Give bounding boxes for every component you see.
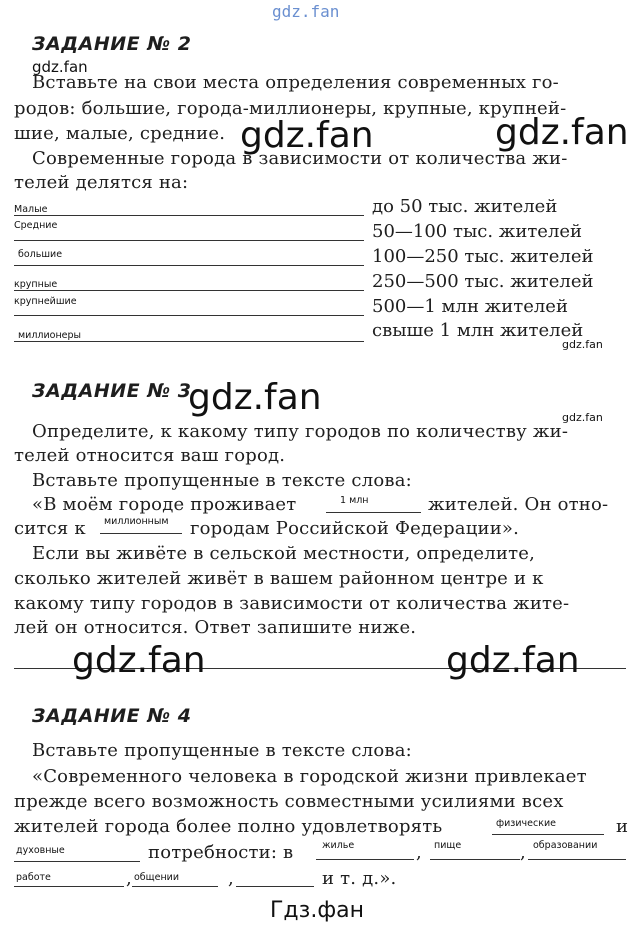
task3-tail-2: сколько жителей живёт в вашем районном центре и к bbox=[14, 568, 544, 589]
task4-answer-6: работе bbox=[16, 872, 51, 883]
task3-line-3: Вставьте пропущенные в тексте слова: bbox=[32, 470, 412, 491]
task4-comma: , bbox=[228, 868, 234, 889]
answer-line bbox=[14, 861, 140, 862]
task4-needs: потребности: в bbox=[148, 842, 294, 863]
task4-and: и bbox=[616, 816, 629, 837]
task3-title: ЗАДАНИЕ № 3 bbox=[32, 380, 192, 402]
task3-q1-answer: 1 млн bbox=[340, 495, 369, 506]
answer-line bbox=[14, 315, 364, 316]
range-label: до 50 тыс. жителей bbox=[372, 196, 558, 217]
task3-q2-before: сится к bbox=[14, 518, 86, 539]
task2-instruction-3: шие, малые, средние. bbox=[14, 123, 226, 144]
answer-line bbox=[14, 886, 124, 887]
task4-answer-3: жилье bbox=[322, 840, 355, 851]
answer-line bbox=[528, 859, 626, 860]
task3-q1-after: жителей. Он отно- bbox=[428, 494, 609, 515]
answer-line bbox=[132, 886, 218, 887]
task4-answer-4: пище bbox=[434, 840, 462, 851]
watermark-top: gdz.fan bbox=[272, 2, 340, 21]
task2-title: ЗАДАНИЕ № 2 bbox=[32, 33, 192, 55]
task4-comma: , bbox=[520, 842, 526, 863]
answer-small: Малые bbox=[14, 204, 48, 215]
answer-line bbox=[316, 859, 414, 860]
task3-q1-before: «В моём городе проживает bbox=[32, 494, 297, 515]
task4-answer-2: духовные bbox=[16, 845, 65, 856]
task4-title: ЗАДАНИЕ № 4 bbox=[32, 705, 192, 727]
watermark-big: gdz.fan bbox=[495, 112, 629, 153]
watermark-small: gdz.fan bbox=[562, 411, 603, 424]
task2-instruction-2: родов: большие, города-миллионеры, крупные, крупней- bbox=[14, 98, 567, 119]
answer-large: большие bbox=[18, 249, 63, 260]
range-label: 50—100 тыс. жителей bbox=[372, 221, 583, 242]
watermark-small: gdz.fan bbox=[32, 58, 88, 76]
task4-etc: и т. д.». bbox=[322, 868, 397, 889]
watermark-big: gdz.fan bbox=[240, 115, 374, 156]
answer-millionaires: миллионеры bbox=[18, 330, 82, 341]
task4-line-3: жителей города более полно удовлетворять bbox=[14, 816, 443, 837]
range-label: свыше 1 млн жителей bbox=[372, 320, 584, 341]
task2-intro-1: Современные города в зависимости от количества жи- bbox=[32, 148, 568, 169]
task3-line-2: телей относится ваш город. bbox=[14, 445, 286, 466]
answer-line bbox=[14, 240, 364, 241]
range-label: 100—250 тыс. жителей bbox=[372, 246, 594, 267]
task3-tail-4: лей он относится. Ответ запишите ниже. bbox=[14, 617, 417, 638]
task3-line-1: Определите, к какому типу городов по количеству жи- bbox=[32, 421, 569, 442]
answer-line bbox=[326, 512, 421, 513]
watermark-big: gdz.fan bbox=[72, 640, 206, 681]
answer-line bbox=[236, 886, 314, 887]
watermark-big: gdz.fan bbox=[188, 377, 322, 418]
task3-tail-1: Если вы живёте в сельской местности, определите, bbox=[32, 543, 536, 564]
task3-tail-3: какому типу городов в зависимости от количества жите- bbox=[14, 593, 570, 614]
watermark-big: gdz.fan bbox=[446, 640, 580, 681]
answer-line bbox=[14, 290, 364, 291]
task4-instruction: Вставьте пропущенные в тексте слова: bbox=[32, 740, 412, 761]
task4-comma: , bbox=[416, 842, 422, 863]
answer-line bbox=[100, 533, 182, 534]
task3-q2-after: городам Российской Федерации». bbox=[190, 518, 520, 539]
range-label: 500—1 млн жителей bbox=[372, 296, 568, 317]
answer-biggest: крупнейшие bbox=[14, 296, 77, 307]
answer-line bbox=[492, 834, 604, 835]
answer-line bbox=[14, 215, 364, 216]
task4-answer-5: образовании bbox=[533, 840, 598, 851]
task2-intro-2: телей делятся на: bbox=[14, 172, 189, 193]
task4-line-2: прежде всего возможность совместными усилиями всех bbox=[14, 791, 564, 812]
task4-comma: , bbox=[126, 868, 132, 889]
task4-answer-7: общении bbox=[134, 872, 180, 883]
range-label: 250—500 тыс. жителей bbox=[372, 271, 594, 292]
answer-medium: Средние bbox=[14, 220, 58, 231]
task4-answer-1: физические bbox=[496, 818, 556, 829]
watermark-bottom: Гдз.фан bbox=[270, 898, 364, 923]
task2-instruction-1: Вставьте на свои места определения современных го- bbox=[32, 72, 559, 93]
answer-line bbox=[14, 265, 364, 266]
watermark-small: gdz.fan bbox=[562, 338, 603, 351]
answer-big: крупные bbox=[14, 279, 58, 290]
task4-line-1: «Современного человека в городской жизни привлекает bbox=[32, 766, 587, 787]
task3-q2-answer: миллионным bbox=[104, 516, 169, 527]
answer-line bbox=[14, 341, 364, 342]
answer-line bbox=[430, 859, 520, 860]
